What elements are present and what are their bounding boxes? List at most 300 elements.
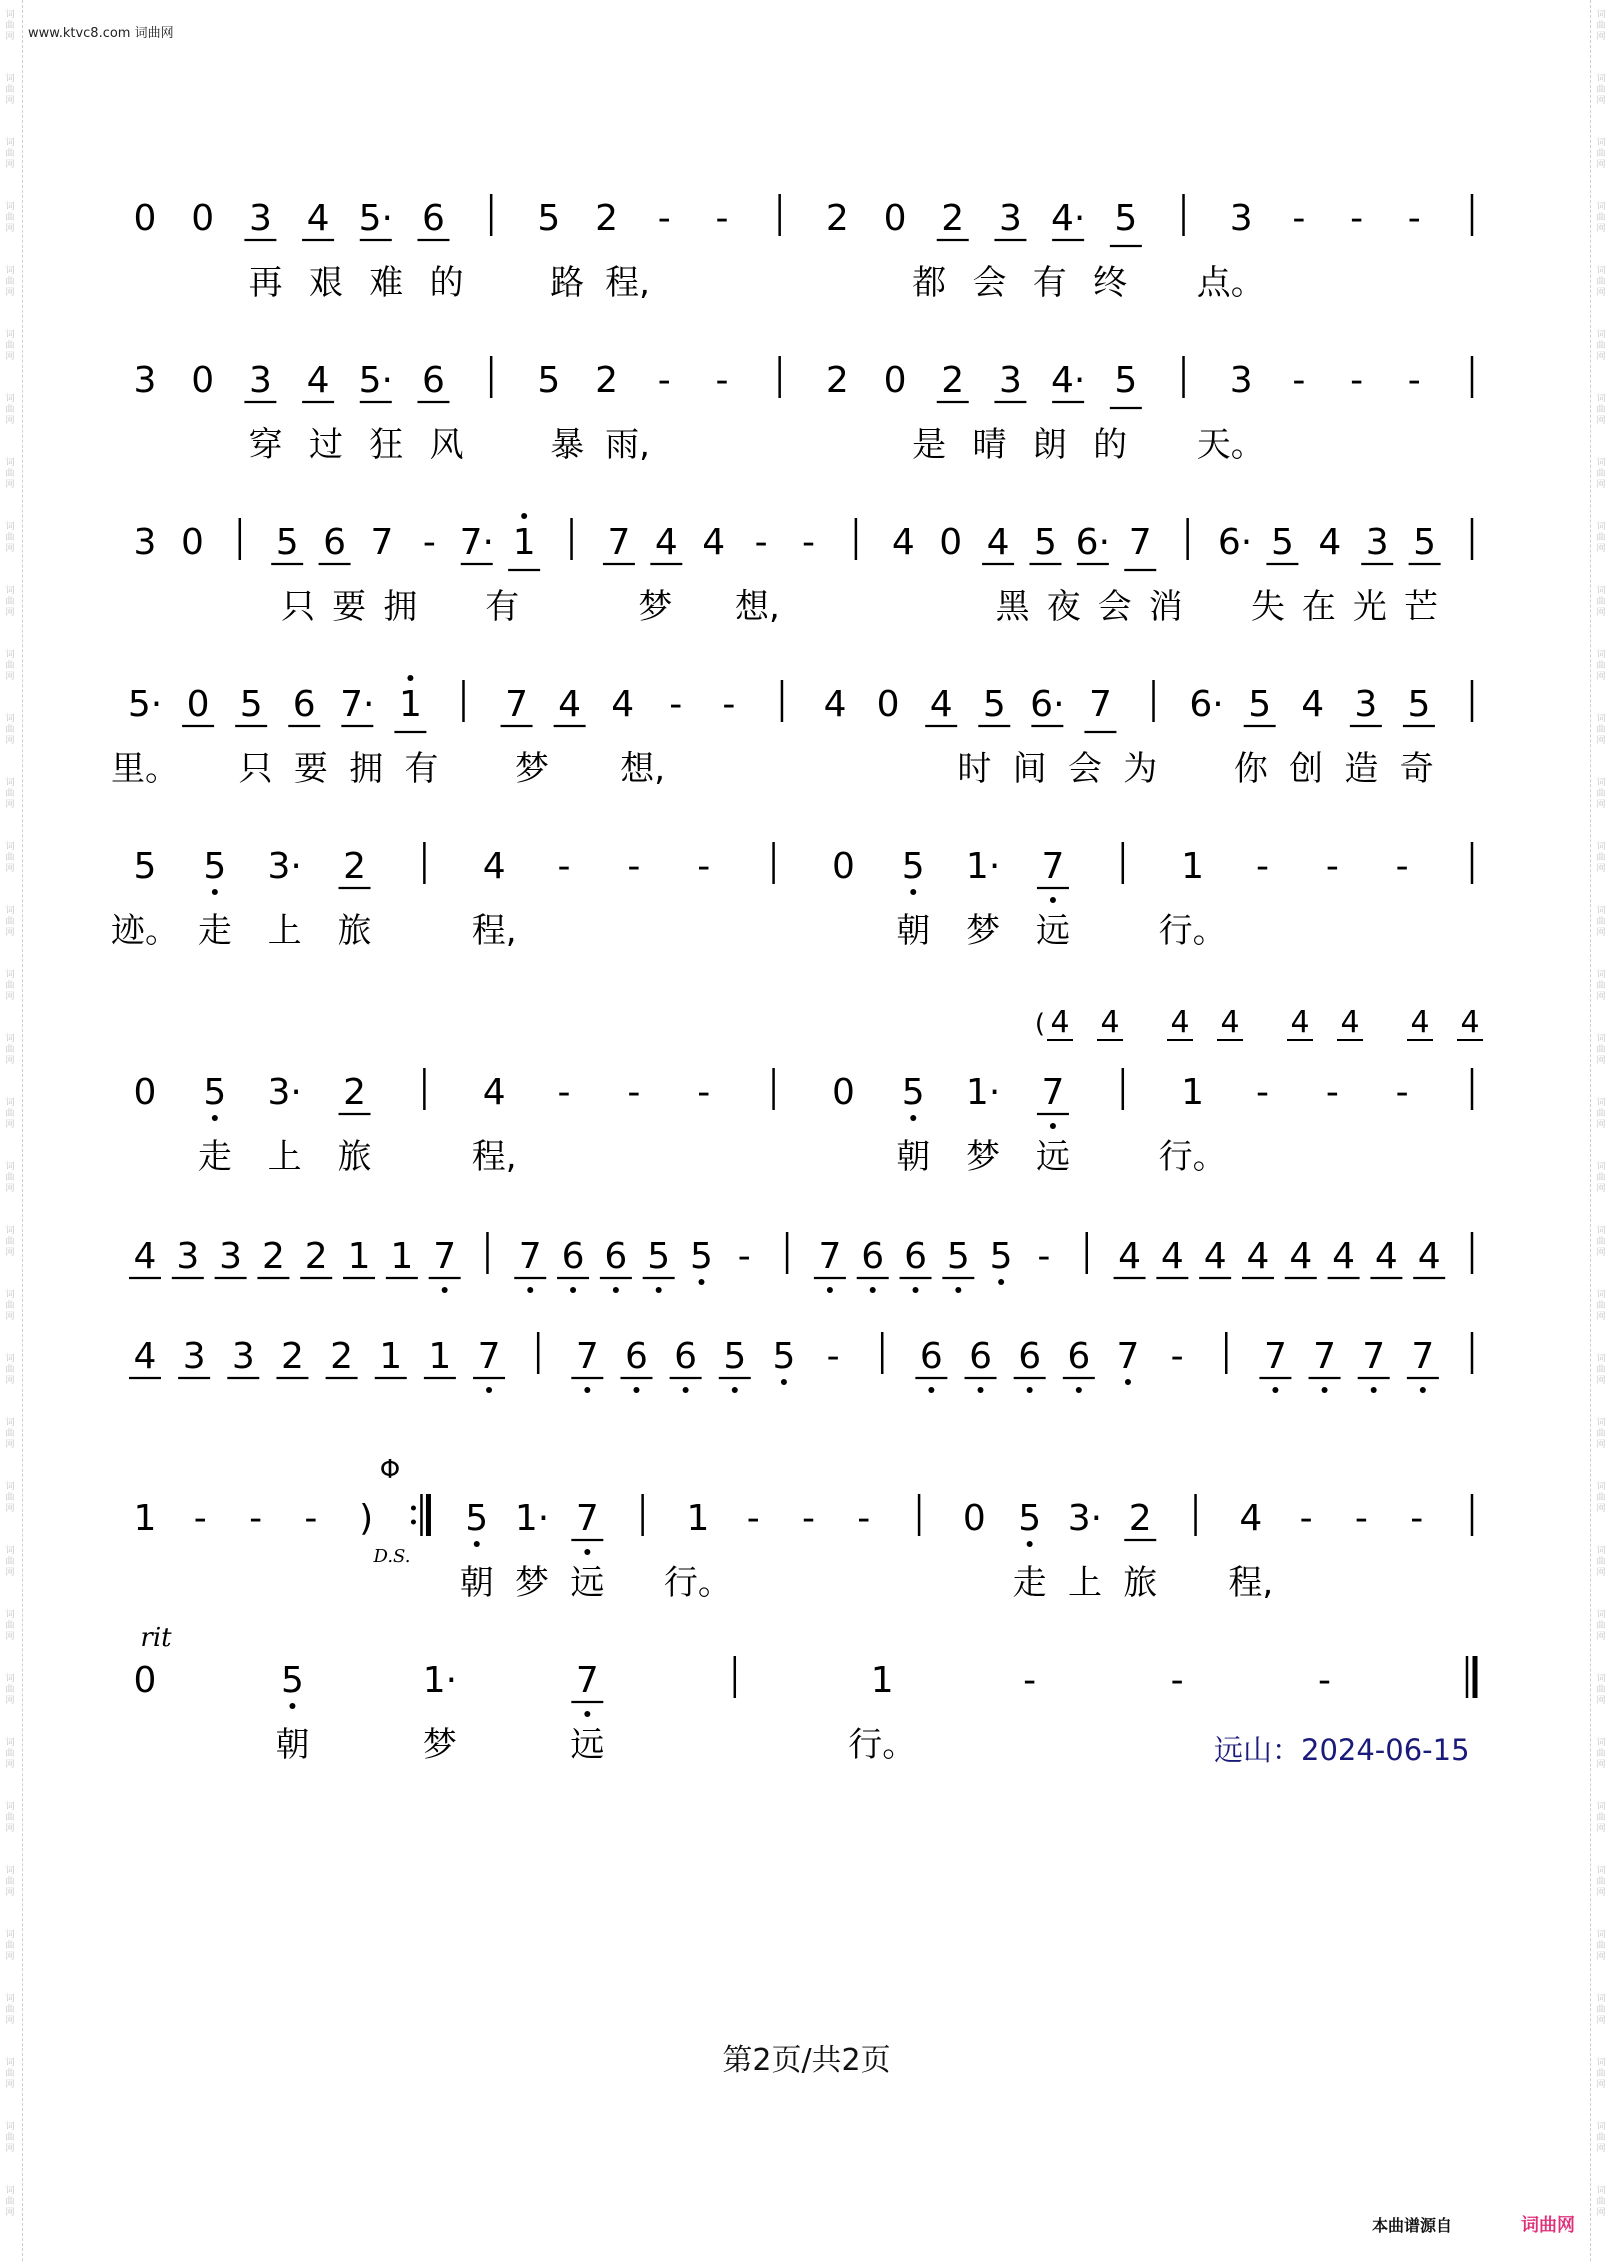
intro-note: 4 bbox=[1410, 1005, 1430, 1040]
watermark-text: 词 曲 网 bbox=[5, 1162, 15, 1194]
dash: - bbox=[1292, 360, 1306, 401]
note: 5 bbox=[1270, 522, 1294, 563]
note: 2 bbox=[304, 1236, 328, 1277]
watermark-text: 词 曲 网 bbox=[5, 2122, 15, 2154]
lyric: 想, bbox=[735, 587, 780, 627]
note: 3 bbox=[998, 360, 1022, 401]
watermark-text: 词 曲 网 bbox=[1596, 2186, 1606, 2218]
note: 4 bbox=[133, 1336, 157, 1377]
lyric: 里。 bbox=[111, 749, 179, 789]
note: 7 bbox=[1313, 1336, 1337, 1377]
lyric: 走 bbox=[197, 911, 232, 951]
low-dot bbox=[474, 1541, 480, 1547]
watermark-text: 词 曲 网 bbox=[5, 458, 15, 490]
dash: - bbox=[1407, 360, 1421, 401]
watermark-text: 词 曲 网 bbox=[5, 138, 15, 170]
lyric: 天。 bbox=[1196, 425, 1265, 465]
watermark-text: 词 曲 网 bbox=[1596, 1866, 1606, 1898]
lyric: 上 bbox=[1067, 1563, 1102, 1603]
lyric: 在 bbox=[1301, 587, 1336, 627]
note: 5 bbox=[901, 1072, 925, 1113]
note: 6· bbox=[1217, 522, 1253, 563]
note: 5 bbox=[280, 1660, 304, 1701]
watermark-text: 词 曲 网 bbox=[5, 1226, 15, 1258]
low-dot bbox=[584, 1387, 590, 1393]
note: 3 bbox=[133, 522, 157, 563]
lyric: 是 bbox=[912, 425, 947, 465]
dash: - bbox=[1395, 1072, 1409, 1113]
dash: - bbox=[697, 846, 711, 887]
note: 7 bbox=[505, 684, 529, 725]
lyric: 迹。 bbox=[111, 911, 179, 951]
note: 5 bbox=[982, 684, 1006, 725]
low-dot bbox=[1125, 1379, 1131, 1385]
note: 3 bbox=[176, 1236, 200, 1277]
watermark-text: 词 曲 网 bbox=[5, 202, 15, 234]
note: 4 bbox=[654, 522, 678, 563]
lyric: 梦 bbox=[966, 911, 1001, 951]
watermark-text: 词 曲 网 bbox=[5, 1482, 15, 1514]
watermark-text: 词 曲 网 bbox=[5, 74, 15, 106]
note: 4 bbox=[133, 1236, 157, 1277]
watermark-text: 词 曲 网 bbox=[5, 394, 15, 426]
watermark-text: 词 曲 网 bbox=[5, 970, 15, 1002]
lyric: 朝 bbox=[459, 1563, 494, 1603]
note: 7 bbox=[575, 1660, 599, 1701]
lyric: 为 bbox=[1123, 749, 1158, 789]
note: 7 bbox=[1362, 1336, 1386, 1377]
note: 7 bbox=[370, 522, 394, 563]
note: 3 bbox=[248, 360, 272, 401]
note: 2 bbox=[330, 1336, 354, 1377]
note: 0 bbox=[962, 1498, 986, 1539]
note: 6· bbox=[1075, 522, 1111, 563]
dash: - bbox=[1023, 1660, 1037, 1701]
lyric: 雨, bbox=[605, 425, 650, 465]
note: 7 bbox=[1041, 846, 1065, 887]
lyric: 远 bbox=[1035, 911, 1070, 951]
note: 3 bbox=[231, 1336, 255, 1377]
note: 4 bbox=[611, 684, 635, 725]
watermark-text: 词 曲 网 bbox=[5, 1930, 15, 1962]
note: 5 bbox=[1413, 522, 1437, 563]
note: 2 bbox=[595, 360, 619, 401]
watermark-text: 词 曲 网 bbox=[1596, 74, 1606, 106]
lyric: 消 bbox=[1148, 587, 1183, 627]
lyric: 想, bbox=[620, 749, 666, 789]
watermark-text: 词 曲 网 bbox=[5, 1418, 15, 1450]
watermark-text: 词 曲 网 bbox=[1596, 394, 1606, 426]
note: 0 bbox=[191, 198, 215, 239]
lyric: 程, bbox=[471, 1137, 517, 1177]
lyric: 间 bbox=[1012, 749, 1047, 789]
note: 0 bbox=[186, 684, 210, 725]
note: 4 bbox=[1239, 1498, 1263, 1539]
note: 0 bbox=[191, 360, 215, 401]
note: 4 bbox=[1301, 684, 1325, 725]
dash: - bbox=[657, 198, 671, 239]
lyric: 朝 bbox=[896, 911, 931, 951]
note: 7 bbox=[433, 1236, 457, 1277]
low-dot bbox=[584, 1711, 590, 1717]
dash: - bbox=[857, 1498, 871, 1539]
watermark-text: 词 曲 网 bbox=[5, 1098, 15, 1130]
note: 3· bbox=[267, 846, 302, 887]
dash: - bbox=[249, 1498, 263, 1539]
note: 6 bbox=[1067, 1336, 1091, 1377]
note: 4 bbox=[558, 684, 582, 725]
low-dot bbox=[584, 1549, 590, 1555]
low-dot bbox=[732, 1387, 738, 1393]
lyric: 会 bbox=[972, 263, 1007, 303]
rit-mark: rit bbox=[140, 1623, 172, 1653]
note: 6 bbox=[969, 1336, 992, 1377]
lyric: 上 bbox=[267, 911, 302, 951]
low-dot bbox=[1076, 1387, 1082, 1393]
watermark-text: 词 曲 网 bbox=[5, 1994, 15, 2026]
low-dot bbox=[955, 1287, 961, 1293]
note: 4 bbox=[891, 522, 915, 563]
watermark-text: 词 曲 网 bbox=[1596, 1162, 1606, 1194]
dash: - bbox=[627, 846, 641, 887]
note: 1· bbox=[965, 1072, 1001, 1113]
note: ) bbox=[359, 1498, 374, 1539]
dash: - bbox=[826, 1336, 840, 1377]
note: 1 bbox=[512, 522, 536, 563]
note: 7 bbox=[1041, 1072, 1065, 1113]
note: 5 bbox=[537, 198, 561, 239]
note: 6 bbox=[861, 1236, 885, 1277]
lyric: 夜 bbox=[1046, 587, 1081, 627]
note: 7 bbox=[1411, 1336, 1435, 1377]
dash: - bbox=[697, 1072, 711, 1113]
dash: - bbox=[754, 522, 768, 563]
lyric: 的 bbox=[1093, 425, 1128, 465]
watermark-text: 词 曲 网 bbox=[5, 1034, 15, 1066]
lyric: 造 bbox=[1344, 749, 1379, 789]
dash: - bbox=[715, 360, 729, 401]
watermark-text: 词 曲 网 bbox=[5, 1738, 15, 1770]
note: 7 bbox=[477, 1336, 501, 1377]
watermark-text: 词 曲 网 bbox=[5, 2186, 15, 2218]
note: 0 bbox=[133, 1660, 157, 1701]
lyric: 暴 bbox=[550, 425, 585, 465]
lyric: 拥 bbox=[383, 587, 418, 627]
note: 5 bbox=[723, 1336, 747, 1377]
note: 1· bbox=[965, 846, 1001, 887]
lyric: 拥 bbox=[349, 749, 384, 789]
watermark-text: 词 曲 网 bbox=[1596, 1290, 1606, 1322]
watermark-text: 词 曲 网 bbox=[5, 330, 15, 362]
watermark-text: 词 曲 网 bbox=[1596, 330, 1606, 362]
note: 7 bbox=[818, 1236, 842, 1277]
low-dot bbox=[1322, 1387, 1328, 1393]
lyric: 会 bbox=[1067, 749, 1102, 789]
watermark-text: 词 曲 网 bbox=[1596, 1034, 1606, 1066]
note: 4 bbox=[1203, 1236, 1227, 1277]
note: 2 bbox=[261, 1236, 285, 1277]
note: 5 bbox=[1248, 684, 1272, 725]
watermark-text: 词 曲 网 bbox=[5, 1290, 15, 1322]
note: 1· bbox=[514, 1498, 550, 1539]
dash: - bbox=[1170, 1660, 1184, 1701]
watermark-text: 词 曲 网 bbox=[5, 586, 15, 618]
note: 5 bbox=[1407, 684, 1431, 725]
note: 6 bbox=[422, 198, 445, 239]
lyric: 过 bbox=[308, 425, 343, 465]
lyric: 都 bbox=[912, 263, 947, 303]
coda-sign: Φ bbox=[379, 1455, 401, 1485]
dash: - bbox=[1325, 1072, 1339, 1113]
watermark-text: 词 曲 网 bbox=[5, 1546, 15, 1578]
lyric: 失 bbox=[1250, 587, 1285, 627]
watermark-text: 词 曲 网 bbox=[5, 906, 15, 938]
note: 6 bbox=[561, 1236, 585, 1277]
low-dot bbox=[633, 1387, 639, 1393]
note: 4 bbox=[306, 360, 330, 401]
note: 5 bbox=[203, 846, 227, 887]
lyric: 上 bbox=[267, 1137, 302, 1177]
lyric: 路 bbox=[550, 263, 585, 303]
lyric: 行。 bbox=[1158, 1137, 1227, 1177]
dash: - bbox=[1350, 198, 1364, 239]
lyric: 朝 bbox=[896, 1137, 931, 1177]
lyric: 远 bbox=[570, 1725, 605, 1765]
note: 3 bbox=[998, 198, 1022, 239]
watermark-text: 词 曲 网 bbox=[1596, 1930, 1606, 1962]
dash: - bbox=[1170, 1336, 1184, 1377]
watermark-text: 词 曲 网 bbox=[1596, 2122, 1606, 2154]
site-url: www.ktvc8.com 词曲网 bbox=[28, 26, 174, 41]
note: 0 bbox=[133, 1072, 157, 1113]
note: 3 bbox=[1354, 684, 1378, 725]
intro-note: 4 bbox=[1220, 1005, 1240, 1040]
lyric: 风 bbox=[429, 425, 464, 465]
lyric: 要 bbox=[293, 749, 328, 789]
note: 5 bbox=[772, 1336, 796, 1377]
low-dot bbox=[656, 1287, 662, 1293]
dash: - bbox=[746, 1498, 760, 1539]
lyric: 点。 bbox=[1196, 263, 1265, 303]
note: 7· bbox=[459, 522, 494, 563]
high-dot bbox=[407, 675, 413, 681]
watermark-text: 词 曲 网 bbox=[1596, 522, 1606, 554]
note: 5 bbox=[537, 360, 561, 401]
low-dot bbox=[781, 1379, 787, 1385]
low-dot bbox=[212, 1115, 218, 1121]
watermark-text: 词 曲 网 bbox=[5, 714, 15, 746]
dash: - bbox=[1037, 1236, 1051, 1277]
note: 7 bbox=[1263, 1336, 1287, 1377]
lyric: 梦 bbox=[638, 587, 673, 627]
lyric: 再 bbox=[248, 263, 283, 303]
intro-note: 4 bbox=[1050, 1005, 1070, 1040]
note: 0 bbox=[831, 846, 855, 887]
note: 6· bbox=[1189, 684, 1224, 725]
dash: - bbox=[1354, 1498, 1368, 1539]
low-dot bbox=[570, 1287, 576, 1293]
note: 2 bbox=[941, 360, 965, 401]
lyric: 有 bbox=[1032, 263, 1067, 303]
watermark-text: 词 曲 网 bbox=[1596, 1482, 1606, 1514]
lyric: 有 bbox=[404, 749, 439, 789]
lyric: 程, bbox=[1228, 1563, 1274, 1603]
lyric: 艰 bbox=[308, 263, 343, 303]
dash: - bbox=[193, 1498, 207, 1539]
note: 3 bbox=[1229, 360, 1253, 401]
watermark-text: 词 曲 网 bbox=[1596, 266, 1606, 298]
note: 2 bbox=[343, 846, 366, 887]
watermark-text: 词 曲 网 bbox=[1596, 714, 1606, 746]
note: 7· bbox=[340, 684, 375, 725]
note: 4 bbox=[1374, 1236, 1398, 1277]
low-dot bbox=[1050, 1123, 1056, 1129]
low-dot bbox=[486, 1387, 492, 1393]
lyric: 晴 bbox=[972, 425, 1007, 465]
dash: - bbox=[802, 522, 815, 563]
watermark-text: 词 曲 网 bbox=[1596, 1674, 1606, 1706]
note: 3 bbox=[1365, 522, 1389, 563]
lyric: 终 bbox=[1093, 263, 1128, 303]
note: 5 bbox=[901, 846, 925, 887]
note: 3 bbox=[219, 1236, 243, 1277]
lyric: 黑 bbox=[995, 587, 1030, 627]
source-logo: 词曲网 bbox=[1521, 2215, 1575, 2236]
note: 1 bbox=[379, 1336, 403, 1377]
watermark-text: 词 曲 网 bbox=[1596, 1994, 1606, 2026]
watermark-text: 词 曲 网 bbox=[5, 650, 15, 682]
watermark-text: 词 曲 网 bbox=[1596, 1610, 1606, 1642]
lyric: 穿 bbox=[248, 425, 283, 465]
low-dot bbox=[698, 1279, 704, 1285]
low-dot bbox=[1272, 1387, 1278, 1393]
lyric: 旅 bbox=[337, 1137, 372, 1177]
note: 7 bbox=[607, 522, 631, 563]
lyric: 梦 bbox=[515, 1563, 550, 1603]
intro-note: 4 bbox=[1100, 1005, 1120, 1040]
note: 4 bbox=[702, 522, 726, 563]
intro-note: 4 bbox=[1170, 1005, 1190, 1040]
watermark-text: 词 曲 网 bbox=[1596, 10, 1606, 42]
dash: - bbox=[669, 684, 683, 725]
watermark-text: 词 曲 网 bbox=[1596, 2058, 1606, 2090]
low-dot bbox=[827, 1287, 833, 1293]
high-dot bbox=[521, 513, 527, 519]
lyric: 狂 bbox=[369, 425, 404, 465]
note: 6 bbox=[919, 1336, 943, 1377]
dash: - bbox=[1255, 846, 1269, 887]
note: 7 bbox=[518, 1236, 542, 1277]
note: 7 bbox=[575, 1336, 599, 1377]
page-number: 第2页/共2页 bbox=[722, 2043, 891, 2078]
note: 4 bbox=[482, 846, 506, 887]
low-dot bbox=[289, 1703, 295, 1709]
note: 1 bbox=[1181, 1072, 1205, 1113]
note: 4 bbox=[1332, 1236, 1356, 1277]
dash: - bbox=[657, 360, 671, 401]
watermark-text: 词 曲 网 bbox=[1596, 906, 1606, 938]
low-dot bbox=[1027, 1387, 1033, 1393]
note: 0 bbox=[939, 522, 963, 563]
note: 5 bbox=[203, 1072, 227, 1113]
note: 2 bbox=[595, 198, 619, 239]
low-dot bbox=[1371, 1387, 1377, 1393]
dash: - bbox=[1350, 360, 1364, 401]
lyric: 朗 bbox=[1032, 425, 1067, 465]
watermark-text: 词 曲 网 bbox=[5, 842, 15, 874]
note: 5 bbox=[1018, 1498, 1042, 1539]
note: 5 bbox=[690, 1236, 713, 1277]
watermark-text: 词 曲 网 bbox=[1596, 1802, 1606, 1834]
low-dot bbox=[1027, 1541, 1033, 1547]
note: 4 bbox=[823, 684, 847, 725]
note: 6 bbox=[292, 684, 316, 725]
note: 5 bbox=[133, 846, 157, 887]
lyric: 旅 bbox=[1123, 1563, 1158, 1603]
note: 0 bbox=[883, 198, 907, 239]
intro-note: 4 bbox=[1290, 1005, 1310, 1040]
note: 2 bbox=[1128, 1498, 1152, 1539]
low-dot bbox=[683, 1387, 689, 1393]
paren: ( bbox=[1034, 1009, 1046, 1039]
composer-signature: 远山：2024-06-15 bbox=[1214, 1733, 1470, 1767]
low-dot bbox=[870, 1287, 876, 1293]
lyric: 要 bbox=[332, 587, 367, 627]
note: 6 bbox=[674, 1336, 698, 1377]
note: 5 bbox=[239, 684, 263, 725]
note: 3 bbox=[133, 360, 157, 401]
note: 5 bbox=[946, 1236, 970, 1277]
note: 6 bbox=[625, 1336, 648, 1377]
note: 2 bbox=[825, 198, 849, 239]
note: 5· bbox=[358, 360, 393, 401]
lyric: 奇 bbox=[1399, 749, 1434, 789]
note: 7 bbox=[1128, 522, 1152, 563]
watermark-text: 词 曲 网 bbox=[5, 2058, 15, 2090]
note: 7 bbox=[1088, 684, 1112, 725]
note: 3 bbox=[248, 198, 272, 239]
note: 7 bbox=[575, 1498, 599, 1539]
low-dot bbox=[442, 1287, 448, 1293]
lyric: 只 bbox=[281, 587, 316, 627]
lyric: 走 bbox=[1012, 1563, 1047, 1603]
note: 1 bbox=[133, 1498, 157, 1539]
note: 6 bbox=[604, 1236, 628, 1277]
dash: - bbox=[715, 198, 729, 239]
lyric: 梦 bbox=[515, 749, 550, 789]
watermark-text: 词 曲 网 bbox=[5, 1866, 15, 1898]
note: 4 bbox=[1160, 1236, 1184, 1277]
watermark-text: 词 曲 网 bbox=[5, 1674, 15, 1706]
note: 1· bbox=[422, 1660, 458, 1701]
low-dot bbox=[527, 1287, 533, 1293]
note: 4 bbox=[929, 684, 953, 725]
note: 1 bbox=[1181, 846, 1205, 887]
note: 6· bbox=[1030, 684, 1065, 725]
lyric: 旅 bbox=[337, 911, 372, 951]
watermark-text: 词 曲 网 bbox=[1596, 650, 1606, 682]
note: 3· bbox=[267, 1072, 302, 1113]
note: 2 bbox=[280, 1336, 304, 1377]
intro-note: 4 bbox=[1340, 1005, 1360, 1040]
watermark-text: 词 曲 网 bbox=[1596, 458, 1606, 490]
watermark-text: 词 曲 网 bbox=[5, 10, 15, 42]
lyric: 你 bbox=[1233, 749, 1268, 789]
note: 5 bbox=[465, 1498, 489, 1539]
dash: - bbox=[557, 1072, 571, 1113]
note: 5· bbox=[127, 684, 163, 725]
watermark-text: 词 曲 网 bbox=[1596, 1738, 1606, 1770]
